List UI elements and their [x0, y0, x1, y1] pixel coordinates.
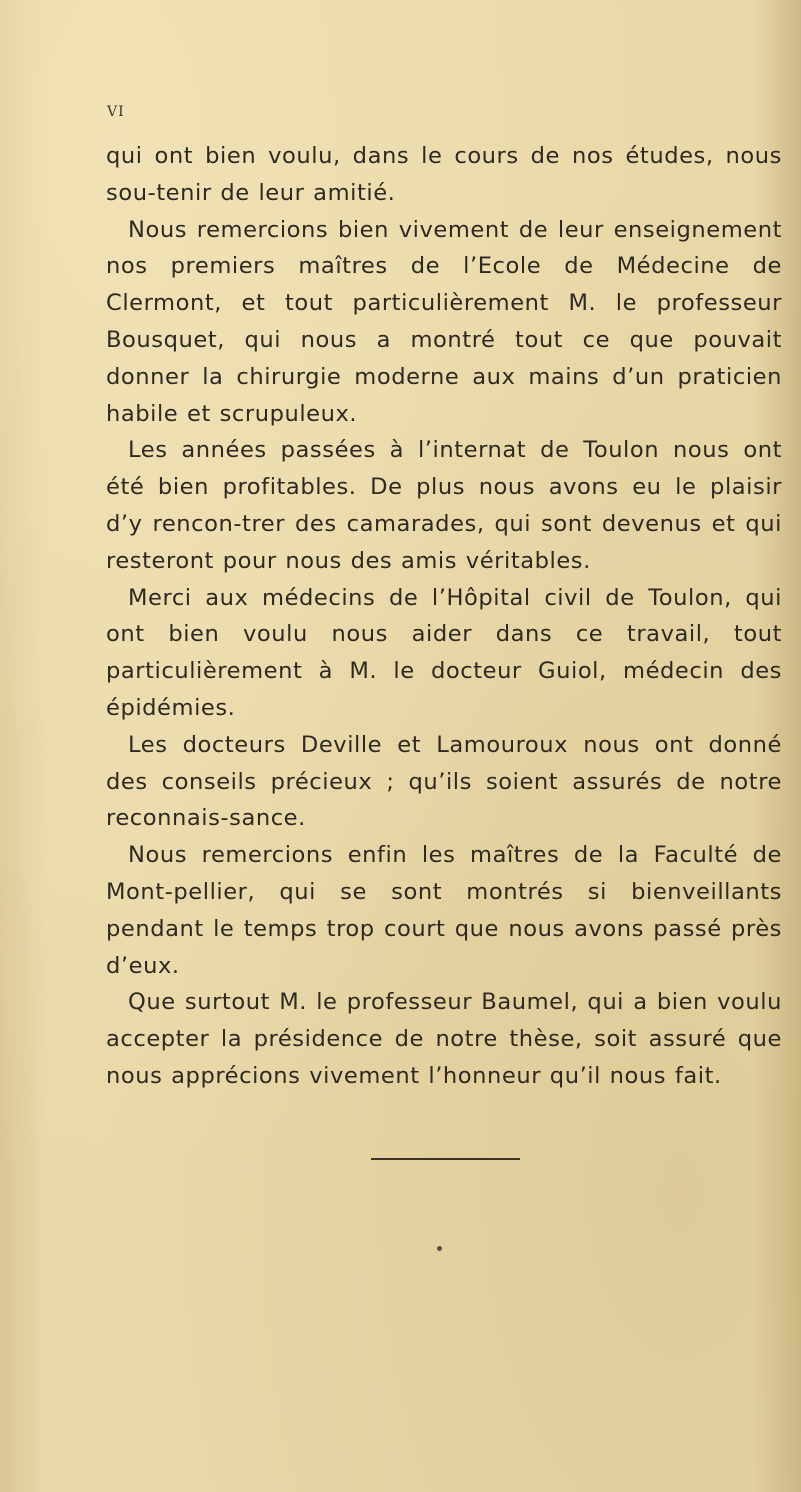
paragraph: Que surtout M. le professeur Baumel, qui a bien voulu accepter la présidence de notre thèse, soit assuré que nous apprécions vivement l’honneur qu’il nous fait.	[106, 989, 782, 1089]
paragraph: Les années passées à l’internat de Toulon nous ont été bien profitables. De plus nous avons eu le plaisir d’y rencon-trer des camarades, qui sont devenus et qui resteront pour nous des amis véritables.	[106, 437, 782, 574]
paper-speck	[437, 1246, 442, 1251]
paragraph: Nous remercions enfin les maîtres de la Faculté de Mont-pellier, qui se sont montrés si bienveillants pendant le temps trop court que nous avons passé près d’eux.	[106, 842, 782, 979]
acknowledgements-text	[106, 138, 782, 1095]
page-number: VI	[107, 104, 125, 120]
paragraph: Merci aux médecins de l’Hôpital civil de Toulon, qui ont bien voulu nous aider dans ce travail, tout particulièrement à M. le docteur Guiol, médecin des épidémies.	[106, 584, 782, 721]
section-divider	[371, 1158, 520, 1160]
paragraph: Nous remercions bien vivement de leur enseignement nos premiers maîtres de l’Ecole de Médecine de Clermont, et tout particulièrement M. le professeur Bousquet, qui nous a montré tout ce que pouvait donner la chirurgie moderne aux mains d’un praticien habile et scrupuleux.	[106, 216, 782, 427]
paragraph: Les docteurs Deville et Lamouroux nous ont donné des conseils précieux ; qu’ils soient assurés de notre reconnais-sance.	[106, 731, 782, 832]
paragraph: qui ont bien voulu, dans le cours de nos études, nous sou-tenir de leur amitié.	[106, 143, 782, 206]
